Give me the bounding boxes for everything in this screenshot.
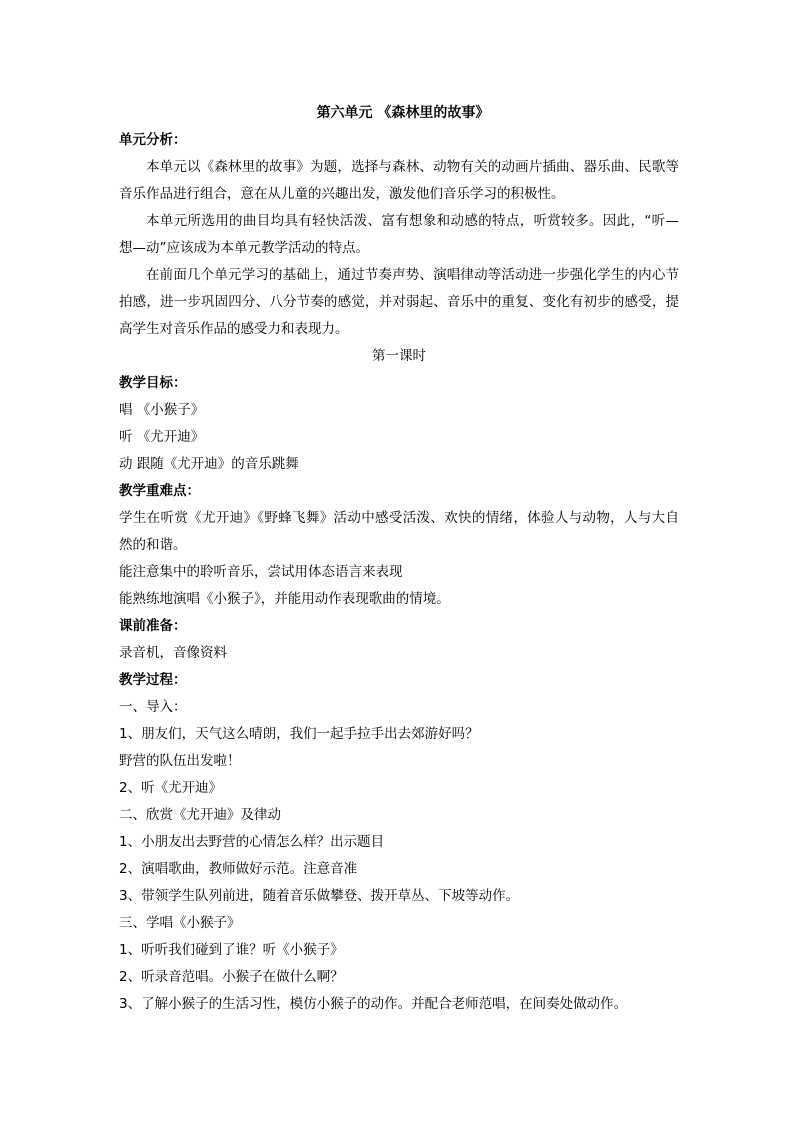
process-step: 2、演唱歌曲，教师做好示范。注意音准 — [119, 861, 358, 877]
process-step: 3、带领学生队列前进，随着音乐做攀登、拨开草丛、下坡等动作。 — [119, 888, 520, 904]
lesson-title: 第一课时 — [372, 348, 426, 364]
objective-item: 唱 《小猴子》 — [119, 402, 205, 418]
key-point-item: 学生在听赏《尤开迪》《野蜂飞舞》活动中感受活泼、欢快的情绪，体验人与动物，人与大自然的和谐。 — [119, 510, 679, 553]
preparation-item: 录音机，音像资料 — [119, 645, 227, 661]
document-title: 第六单元 《森林里的故事》 — [316, 105, 490, 121]
objectives-heading: 教学目标： — [119, 375, 187, 391]
process-step: 二、欣赏《尤开迪》及律动 — [119, 807, 281, 823]
process-step: 一、导入： — [119, 699, 187, 715]
process-step: 1、听听我们碰到了谁？听《小猴子》 — [119, 942, 344, 958]
objective-item: 动 跟随《尤开迪》的音乐跳舞 — [119, 456, 299, 472]
process-step: 1、朋友们，天气这么晴朗，我们一起手拉手出去郊游好吗？ — [119, 726, 479, 742]
objective-item: 听 《尤开迪》 — [119, 429, 205, 445]
process-step: 2、听录音范唱。小猴子在做什么啊？ — [119, 969, 344, 985]
key-point-item: 能熟练地演唱《小猴子》，并能用动作表现歌曲的情境。 — [119, 591, 450, 607]
process-step: 2、听《尤开迪》 — [119, 780, 223, 796]
key-point-item: 能注意集中的聆听音乐，尝试用体态语言来表现 — [119, 564, 403, 580]
unit-analysis-heading: 单元分析： — [119, 132, 187, 148]
document-body — [119, 100, 679, 1018]
process-heading: 教学过程： — [119, 672, 187, 688]
unit-analysis-paragraph: 本单元以《森林里的故事》为题，选择与森林、动物有关的动画片插曲、器乐曲、民歌等音乐作品进行组合，意在从儿童的兴趣出发，激发他们音乐学习的积极性。 — [119, 159, 679, 202]
process-step: 3、了解小猴子的生活习性，模仿小猴子的动作。并配合老师范唱，在间奏处做动作。 — [119, 996, 628, 1012]
preparation-heading: 课前准备： — [119, 618, 187, 634]
unit-analysis-paragraph: 本单元所选用的曲目均具有轻快活泼、富有想象和动感的特点，听赏较多。因此，“听—想—动”应该成为本单元教学活动的特点。 — [119, 213, 679, 256]
process-step: 1、小朋友出去野营的心情怎么样？出示题目 — [119, 834, 385, 850]
key-points-heading: 教学重难点： — [119, 483, 200, 499]
process-step: 野营的队伍出发啦！ — [119, 753, 241, 769]
process-step: 三、学唱《小猴子》 — [119, 915, 241, 931]
unit-analysis-paragraph: 在前面几个单元学习的基础上，通过节奏声势、演唱律动等活动进一步强化学生的内心节拍感，进一步巩固四分、八分节奏的感觉，并对弱起、音乐中的重复、变化有初步的感受，提高学生对音乐作品的感受力和表现力。 — [119, 267, 679, 337]
